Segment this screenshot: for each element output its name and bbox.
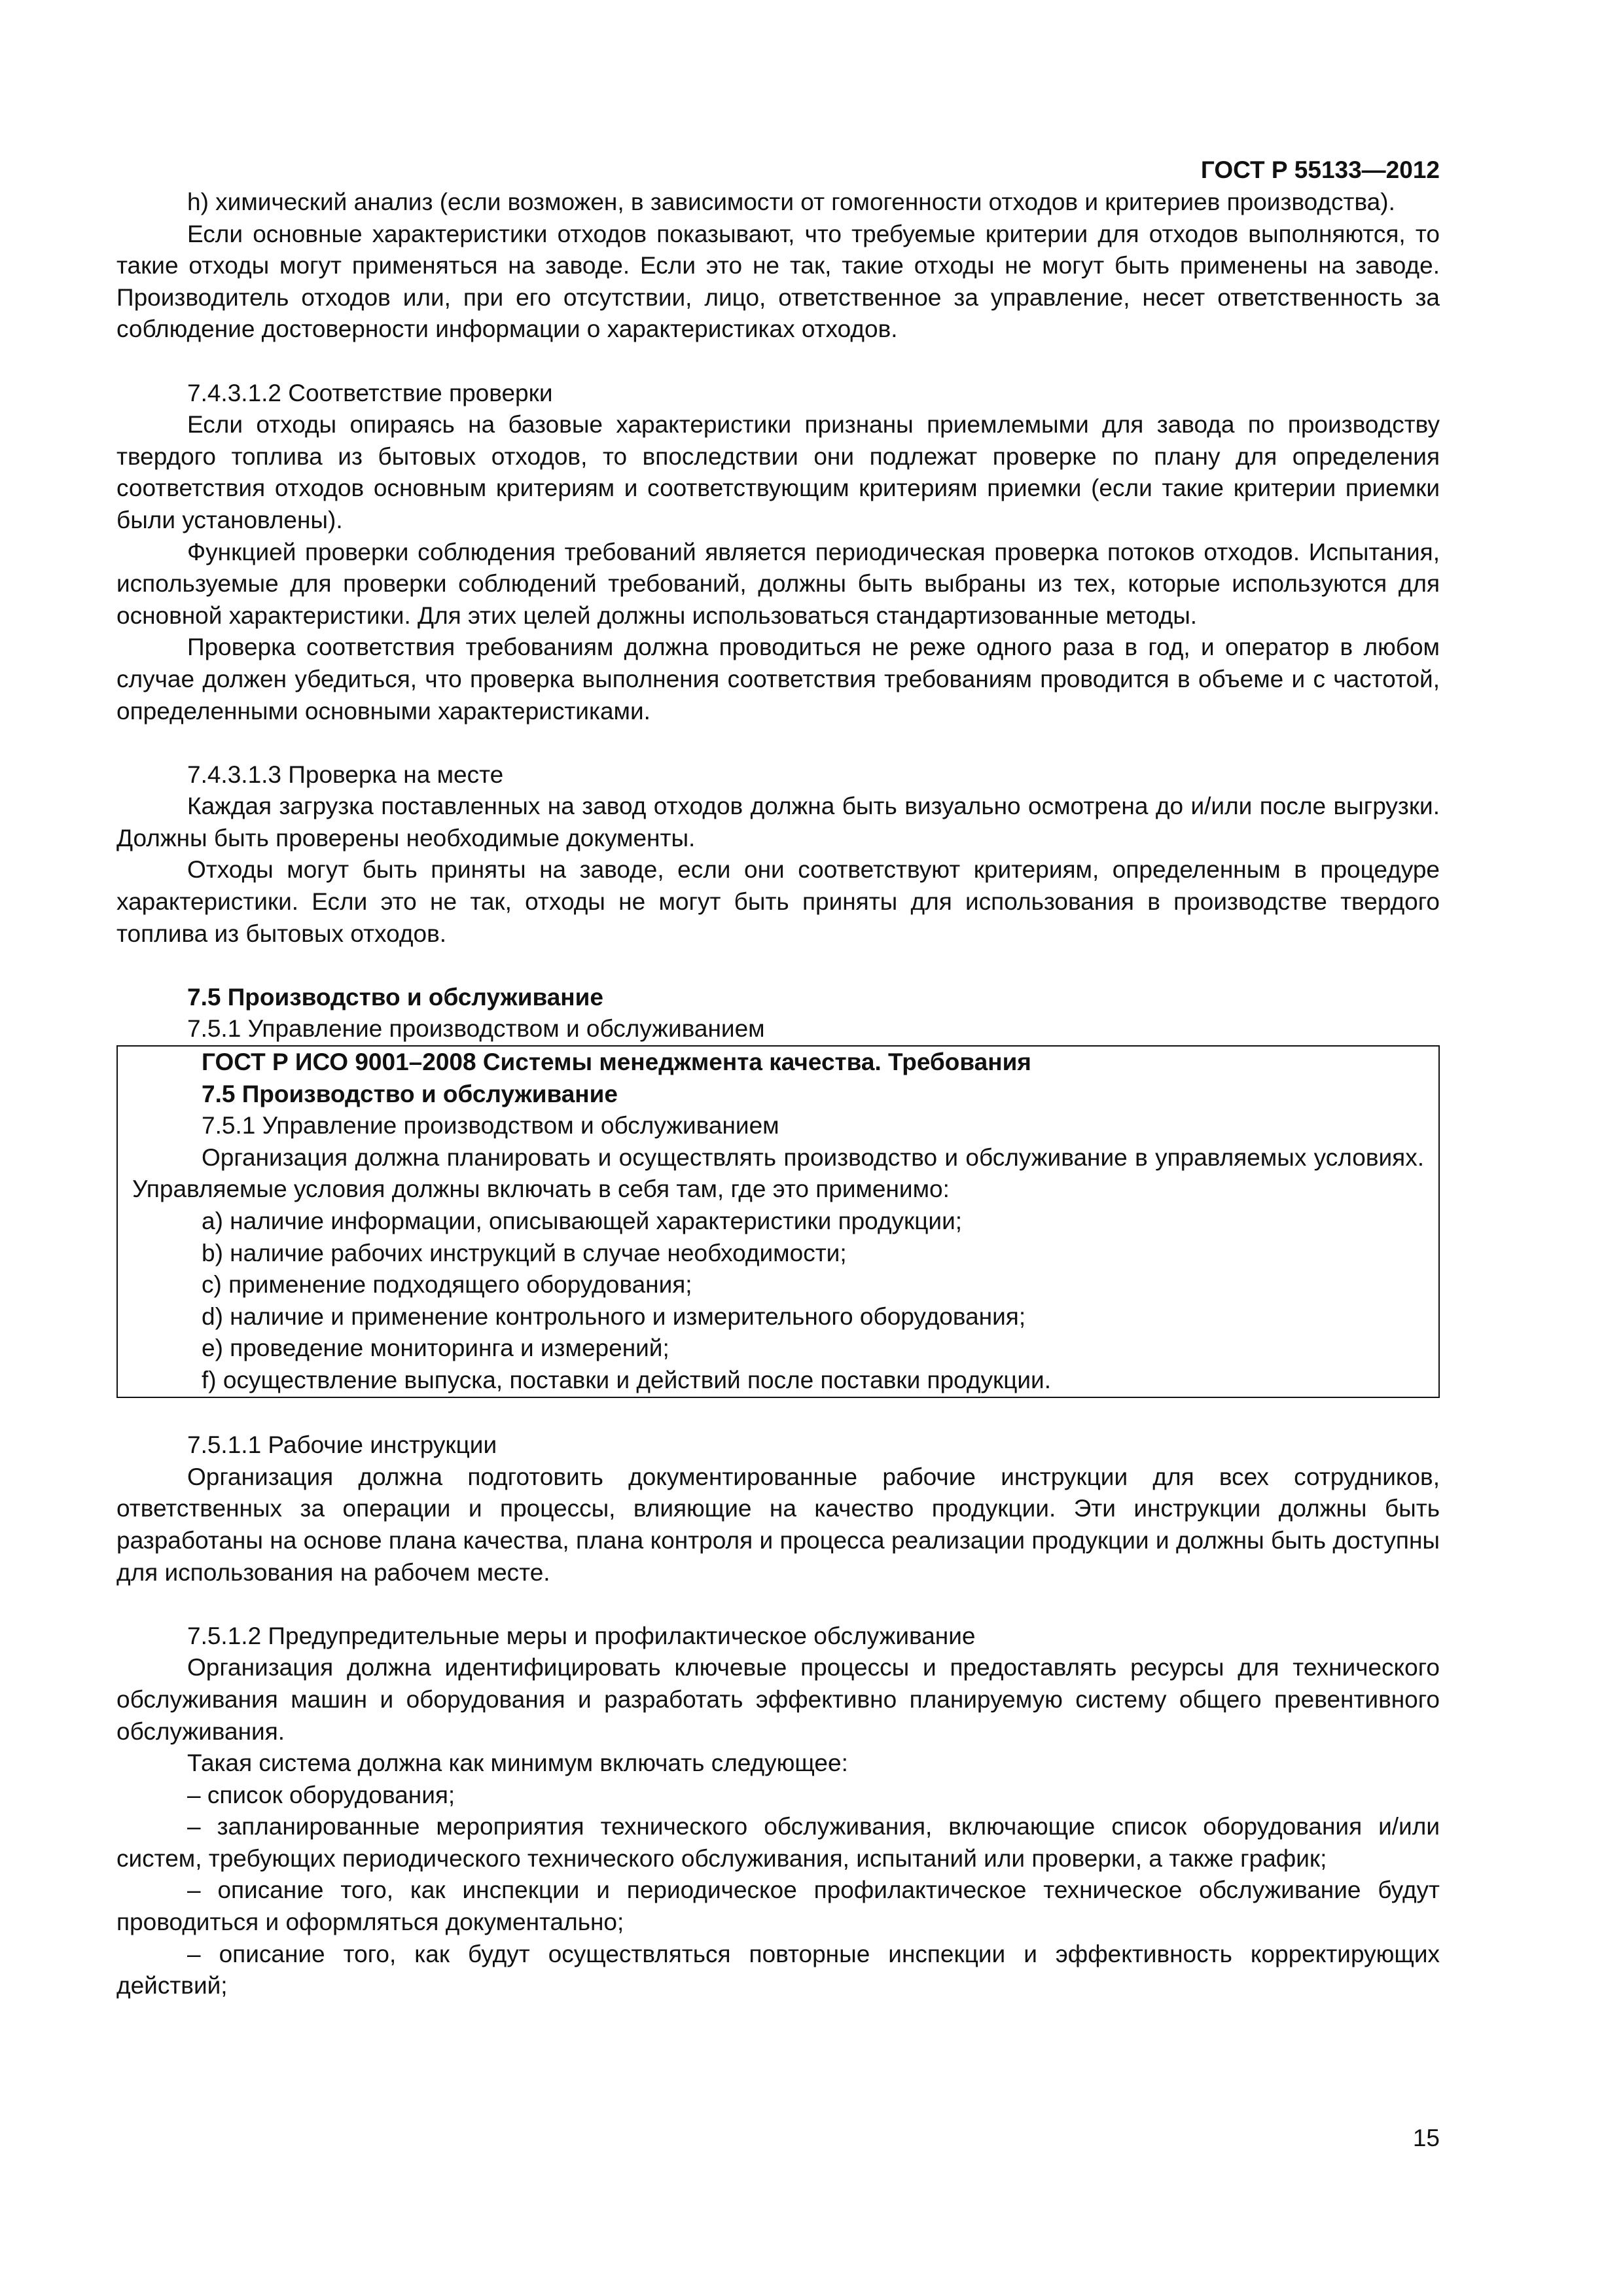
document-code: ГОСТ Р 55133—2012	[1200, 156, 1440, 183]
box-list-item: f) осуществление выпуска, поставки и действий после поставки продукции.	[202, 1366, 1051, 1393]
box-subsection: 7.5.1 Управление производством и обслуживанием	[202, 1112, 779, 1139]
document-header	[116, 154, 1440, 186]
box-section: 7.5 Производство и обслуживание	[202, 1080, 618, 1107]
box-list-item: c) применение подходящего оборудования;	[202, 1271, 692, 1299]
section-heading: 7.5.1.2 Предупредительные меры и профилактическое обслуживание	[187, 1622, 976, 1649]
section-heading: 7.5.1.1 Рабочие инструкции	[187, 1431, 497, 1459]
list-item: – список оборудования;	[187, 1781, 455, 1808]
paragraph: Если отходы опираясь на базовые характеристики признаны приемлемыми для завода по производству твердого топлива из бытовых отходов, то впоследствии они подлежат проверке по плану для определения соответствия отходов основным критериям и соответствующим критериям приемки (если такие критерии приемки были установлены).	[116, 411, 1440, 533]
page-number: 15	[1412, 2125, 1440, 2151]
paragraph: Организация должна идентифицировать ключевые процессы и предоставлять ресурсы для технического обслуживания машин и оборудования и разработать эффективно планируемую систему общего превентивного обслуживания.	[116, 1654, 1440, 1745]
subsection-heading: 7.5.1 Управление производством и обслуживанием	[187, 1015, 765, 1043]
paragraph: Каждая загрузка поставленных на завод отходов должна быть визуально осмотрена до и/или после выгрузки. Должны быть проверены необходимые документы.	[116, 793, 1440, 852]
document-body	[116, 187, 1440, 2002]
box-list-item: d) наличие и применение контрольного и измерительного оборудования;	[202, 1302, 1026, 1330]
box-list-item: e) проведение мониторинга и измерений;	[202, 1335, 669, 1362]
paragraph: h) химический анализ (если возможен, в зависимости от гомогенности отходов и критериев производства).	[187, 188, 1395, 215]
section-heading: 7.4.3.1.3 Проверка на месте	[187, 761, 504, 788]
quoted-standard-box	[116, 1045, 1440, 1398]
list-item: – запланированные мероприятия технического обслуживания, включающие список оборудования и/или систем, требующих периодического технического обслуживания, испытаний или проверки, а также график;	[116, 1813, 1440, 1872]
paragraph: Организация должна подготовить документированные рабочие инструкции для всех сотрудников, ответственных за операции и процессы, влияющие на качество продукции. Эти инструкции должны быть разработаны на основе плана качества, плана контроля и процесса реализации продукции и должны быть доступны для использования на рабочем месте.	[116, 1463, 1440, 1586]
box-title: ГОСТ Р ИСО 9001–2008 Системы менеджмента качества. Требования	[202, 1049, 1031, 1076]
box-paragraph: Организация должна планировать и осуществлять производство и обслуживание в управляемых условиях. Управляемые условия должны включать в себя там, где это применимо:	[132, 1143, 1424, 1203]
list-item: – описание того, как будут осуществляться повторные инспекции и эффективность корректирующих действий;	[116, 1940, 1440, 2000]
paragraph: Проверка соответствия требованиям должна проводиться не реже одного раза в год, и оператор в любом случае должен убедиться, что проверка выполнения соответствия требованиям проводится в объеме и с частотой, определенными основными характеристиками.	[116, 634, 1440, 725]
box-list-item: b) наличие рабочих инструкций в случае необходимости;	[202, 1239, 847, 1266]
paragraph: Отходы могут быть приняты на заводе, если они соответствуют критериям, определенным в процедуре характеристики. Если это не так, отходы не могут быть приняты для использования в производстве твердого топлива из бытовых отходов.	[116, 856, 1440, 947]
box-list-item: a) наличие информации, описывающей характеристики продукции;	[202, 1208, 963, 1234]
paragraph: Если основные характеристики отходов показывают, что требуемые критерии для отходов выполняются, то такие отходы могут применяться на заводе. Если это не так, такие отходы не могут быть применены на заводе. Производитель отходов или, при его отсутствии, лицо, ответственное за управление, несет ответственность за соблюдение достоверности информации о характеристиках отходов.	[116, 220, 1440, 343]
paragraph: Такая система должна как минимум включать следующее:	[187, 1749, 848, 1777]
list-item: – описание того, как инспекции и периодическое профилактическое техническое обслуживание будут проводиться и оформляться документально;	[116, 1876, 1440, 1936]
paragraph: Функцией проверки соблюдения требований является периодическая проверка потоков отходов. Испытания, используемые для проверки соблюдений требований, должны быть выбраны из тех, которые используются для основной характеристики. Для этих целей должны использоваться стандартизованные методы.	[116, 538, 1440, 629]
section-heading: 7.5 Производство и обслуживание	[187, 983, 603, 1011]
section-heading: 7.4.3.1.2 Соответствие проверки	[187, 379, 553, 406]
